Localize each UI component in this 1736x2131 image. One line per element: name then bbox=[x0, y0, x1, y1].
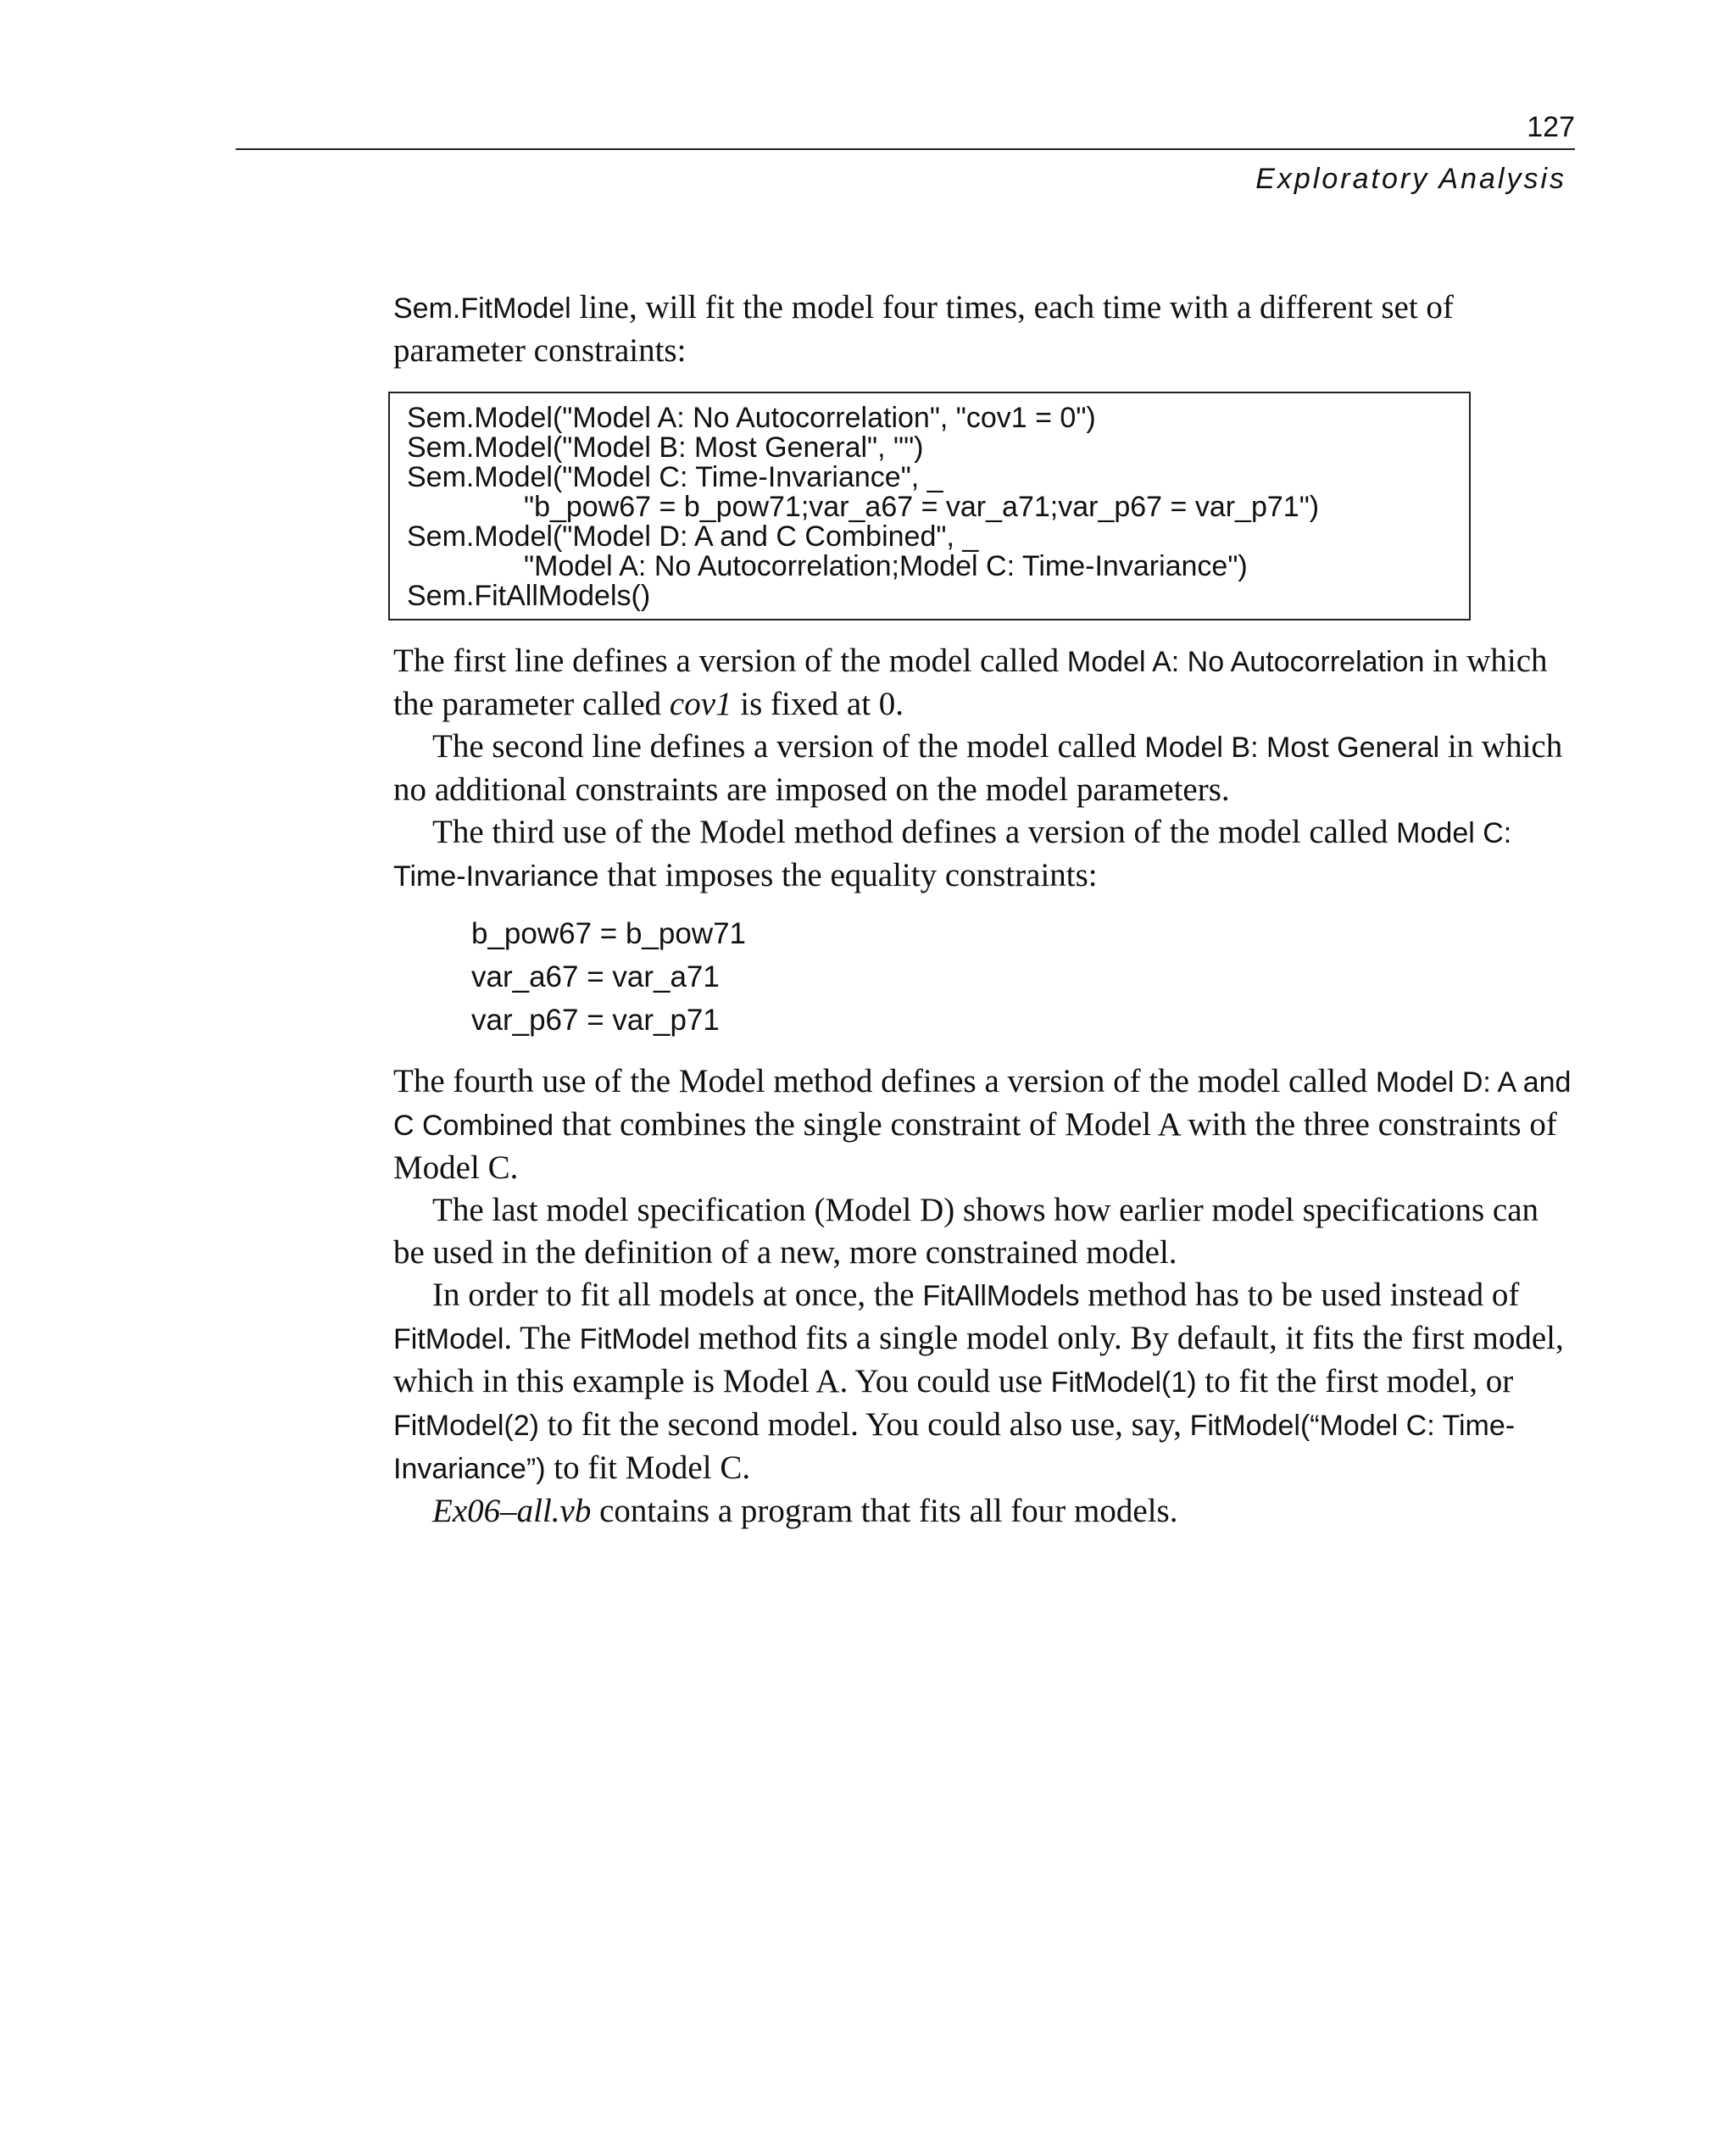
paragraph-text: contains a program that fits all four models. bbox=[591, 1493, 1178, 1529]
inline-code: FitModel(2) bbox=[393, 1410, 539, 1442]
paragraph-text: method fits a single model only. By default, it fits the first model, which in this example is Model A. You could use bbox=[393, 1320, 1564, 1399]
paragraph-2 bbox=[393, 726, 1576, 811]
code-line: Sem.Model("Model D: A and C Combined", _ bbox=[407, 520, 979, 553]
paragraph-text: that combines the single constraint of Model A with the three constraints of Model C. bbox=[393, 1106, 1557, 1186]
constraint-list bbox=[471, 912, 746, 1042]
code-line: Sem.FitAllModels() bbox=[407, 580, 651, 612]
inline-code: FitModel(“Model C: Time-Invariance”) bbox=[393, 1410, 1516, 1485]
page-number: 127 bbox=[1527, 111, 1575, 143]
inline-code: Model A: No Autocorrelation bbox=[1066, 646, 1425, 678]
paragraph-text: . The bbox=[504, 1320, 580, 1356]
constraint-item: var_p67 = var_p71 bbox=[471, 1004, 720, 1037]
paragraph-text: The third use of the Model method defines a version of the model called bbox=[432, 814, 1397, 850]
paragraph-text: in which the parameter called bbox=[393, 643, 1548, 722]
paragraph-4 bbox=[393, 1060, 1576, 1189]
paragraph-6 bbox=[393, 1274, 1576, 1490]
intro-paragraph bbox=[393, 287, 1576, 372]
code-line: "Model A: No Autocorrelation;Model C: Time-Invariance") bbox=[524, 550, 1248, 582]
paragraph-text: that imposes the equality constraints: bbox=[598, 857, 1098, 893]
paragraph-5: The last model specification (Model D) shows how earlier model specifications can be used in the definition of a new, more constrained model. bbox=[393, 1192, 1539, 1271]
paragraph-7 bbox=[393, 1490, 1576, 1533]
code-line: "b_pow67 = b_pow71;var_a67 = var_a71;var_p67 = var_p71") bbox=[524, 491, 1320, 523]
code-line: Sem.Model("Model B: Most General", "") bbox=[407, 431, 924, 464]
paragraph-text: The first line defines a version of the model called bbox=[393, 643, 1067, 679]
paragraph-text: line, will fit the model four times, each time with a different set of parameter constraints: bbox=[393, 289, 1454, 369]
inline-code: Model D: A and C Combined bbox=[393, 1066, 1572, 1142]
inline-code: Model B: Most General bbox=[1144, 732, 1440, 764]
header-rule bbox=[236, 148, 1575, 150]
body-paragraphs-bottom bbox=[393, 1060, 1576, 1533]
paragraph-text: The fourth use of the Model method defines a version of the model called bbox=[393, 1063, 1376, 1099]
paragraph-text: is fixed at 0. bbox=[732, 686, 904, 722]
paragraph-3 bbox=[393, 811, 1576, 898]
constraint-item: var_a67 = var_a71 bbox=[471, 960, 720, 993]
code-line: Sem.Model("Model C: Time-Invariance", _ bbox=[407, 461, 943, 493]
paragraph-text: to fit Model C. bbox=[545, 1449, 751, 1486]
inline-code: FitAllModels bbox=[922, 1280, 1080, 1312]
file-name: Ex06–all.vb bbox=[432, 1493, 592, 1529]
body-paragraphs-top bbox=[393, 640, 1576, 898]
inline-code: Model C: Time-Invariance bbox=[393, 817, 1512, 893]
code-line: Sem.Model("Model A: No Autocorrelation", "cov1 = 0") bbox=[407, 402, 1096, 434]
inline-code: FitModel(1) bbox=[1050, 1366, 1197, 1399]
paragraph-text: to fit the second model. You could also use, say, bbox=[538, 1406, 1190, 1443]
inline-code: Sem.FitModel bbox=[393, 292, 571, 325]
code-block bbox=[388, 392, 1471, 620]
paragraph-text: method has to be used instead of bbox=[1079, 1277, 1520, 1313]
constraint-item: b_pow67 = b_pow71 bbox=[471, 917, 747, 950]
paragraph-text: In order to fit all models at once, the bbox=[432, 1277, 923, 1313]
paragraph-text: to fit the first model, or bbox=[1196, 1363, 1514, 1399]
running-head: Exploratory Analysis bbox=[1255, 163, 1566, 195]
paragraph-text: in which no additional constraints are imposed on the model parameters. bbox=[393, 728, 1563, 808]
italic-term: cov1 bbox=[669, 686, 732, 722]
inline-code: FitModel bbox=[393, 1323, 504, 1355]
inline-code: FitModel bbox=[579, 1323, 690, 1355]
paragraph-text: The second line defines a version of the model called bbox=[432, 728, 1145, 765]
paragraph-1 bbox=[393, 640, 1576, 726]
